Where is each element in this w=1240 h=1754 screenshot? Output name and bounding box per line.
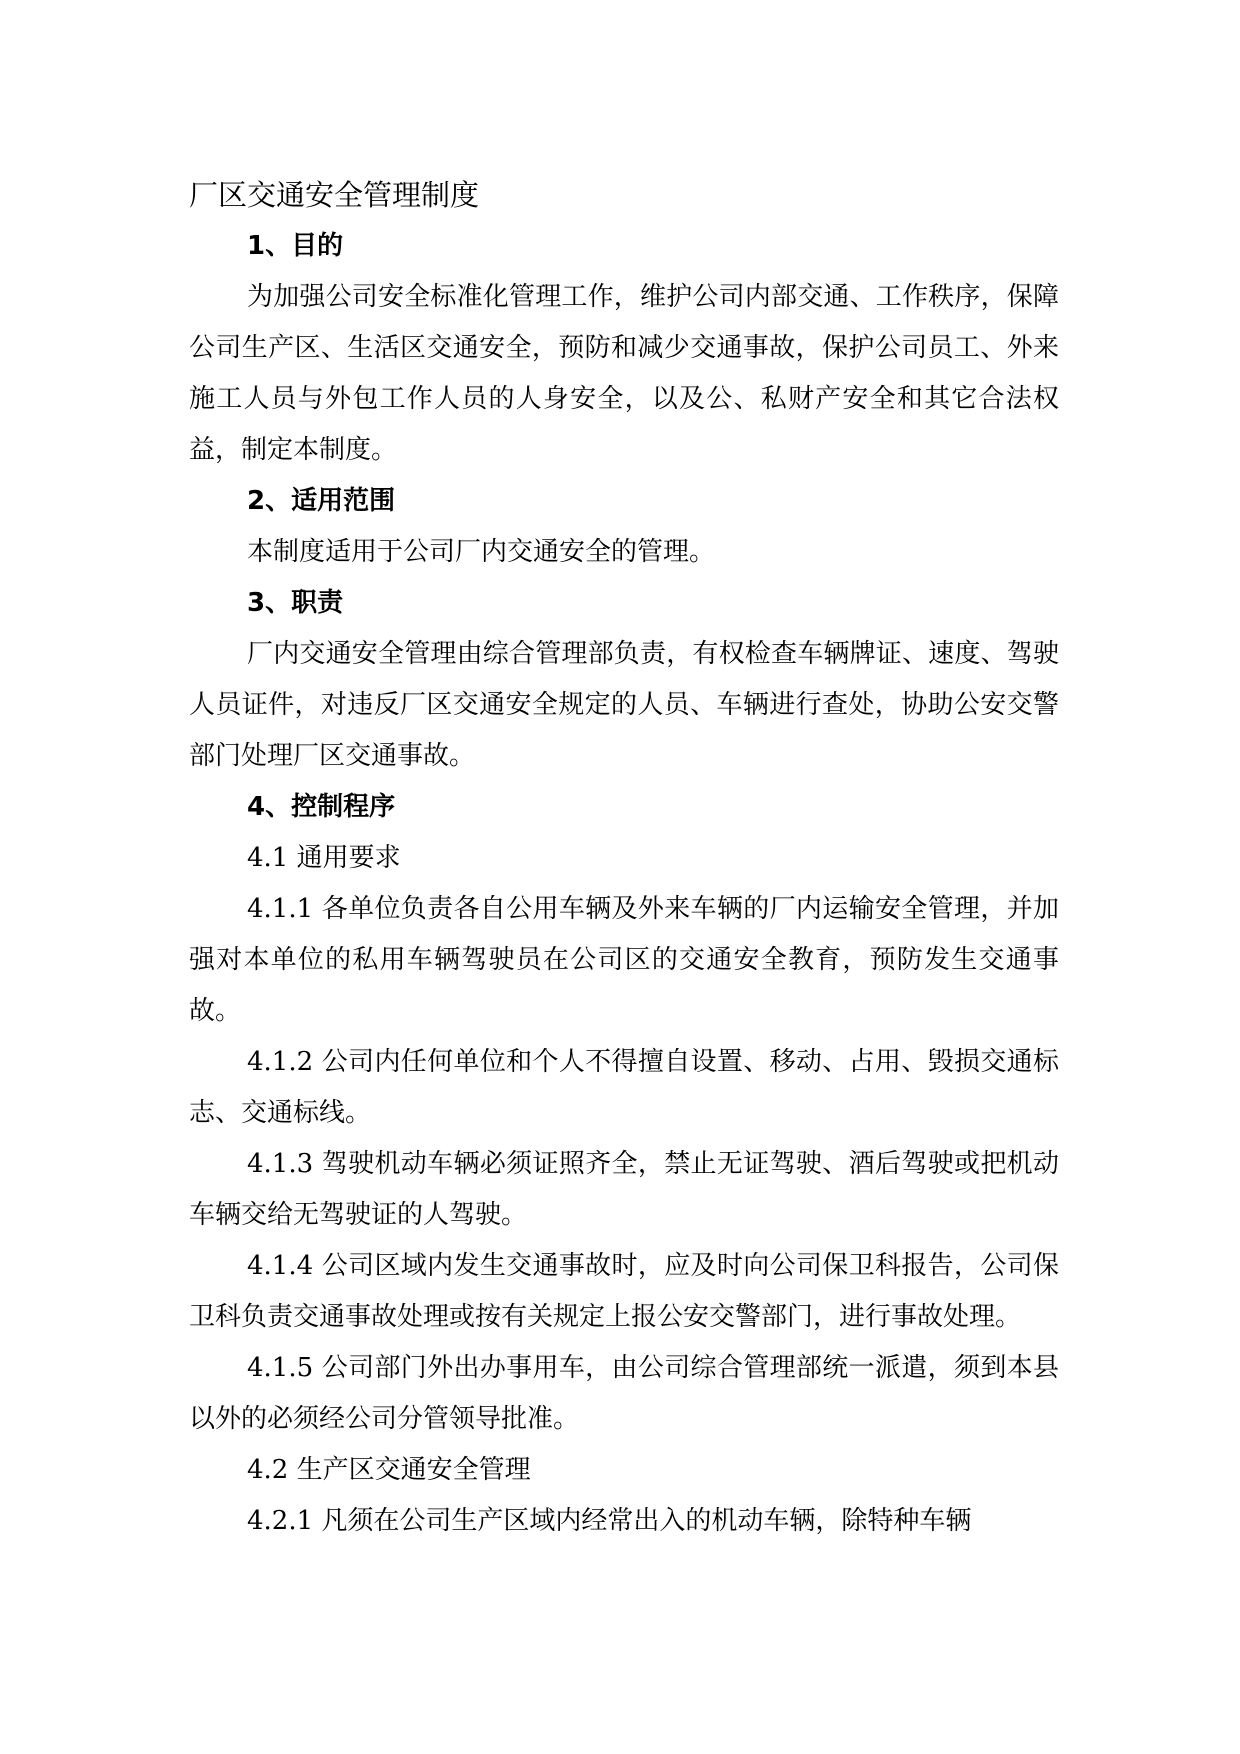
- document-title: 厂区交通安全管理制度: [189, 178, 480, 212]
- clause-4-1-3: 4.1.3 驾驶机动车辆必须证照齐全，禁止无证驾驶、酒后驾驶或把机动车辆交给无驾驶证的人驾驶。: [189, 1149, 1059, 1230]
- section-heading-purpose: 1、目的: [247, 231, 344, 261]
- section-heading-responsibility: 3、职责: [247, 588, 344, 618]
- clause-4-1-5: 4.1.5 公司部门外出办事用车，由公司综合管理部统一派遣，须到本县以外的必须经公司分管领导批准。: [189, 1353, 1059, 1434]
- subsection-heading-general: 4.1 通用要求: [247, 843, 401, 873]
- clause-4-1-1: 4.1.1 各单位负责各自公用车辆及外来车辆的厂内运输安全管理，并加强对本单位的私用车辆驾驶员在公司区的交通安全教育，预防发生交通事故。: [189, 894, 1059, 1026]
- section-paragraph-scope: 本制度适用于公司厂内交通安全的管理。: [247, 537, 716, 567]
- clause-4-2-1: 4.2.1 凡须在公司生产区域内经常出入的机动车辆，除特种车辆: [247, 1506, 972, 1536]
- subsection-heading-production-area: 4.2 生产区交通安全管理: [247, 1455, 531, 1485]
- clause-4-1-2: 4.1.2 公司内任何单位和个人不得擅自设置、移动、占用、毁损交通标志、交通标线。: [189, 1047, 1059, 1128]
- section-heading-control-procedure: 4、控制程序: [247, 792, 396, 822]
- clause-4-1-4: 4.1.4 公司区域内发生交通事故时，应及时向公司保卫科报告，公司保卫科负责交通事故处理或按有关规定上报公安交警部门，进行事故处理。: [189, 1251, 1059, 1332]
- section-paragraph-responsibility: 厂内交通安全管理由综合管理部负责，有权检查车辆牌证、速度、驾驶人员证件，对违反厂区交通安全规定的人员、车辆进行查处，协助公安交警部门处理厂区交通事故。: [189, 639, 1059, 771]
- document-body: [189, 170, 1059, 1547]
- section-heading-scope: 2、适用范围: [247, 486, 396, 516]
- section-paragraph-purpose: 为加强公司安全标准化管理工作，维护公司内部交通、工作秩序，保障公司生产区、生活区交通安全，预防和减少交通事故，保护公司员工、外来施工人员与外包工作人员的人身安全，以及公、私财产安全和其它合法权益，制定本制度。: [189, 282, 1059, 465]
